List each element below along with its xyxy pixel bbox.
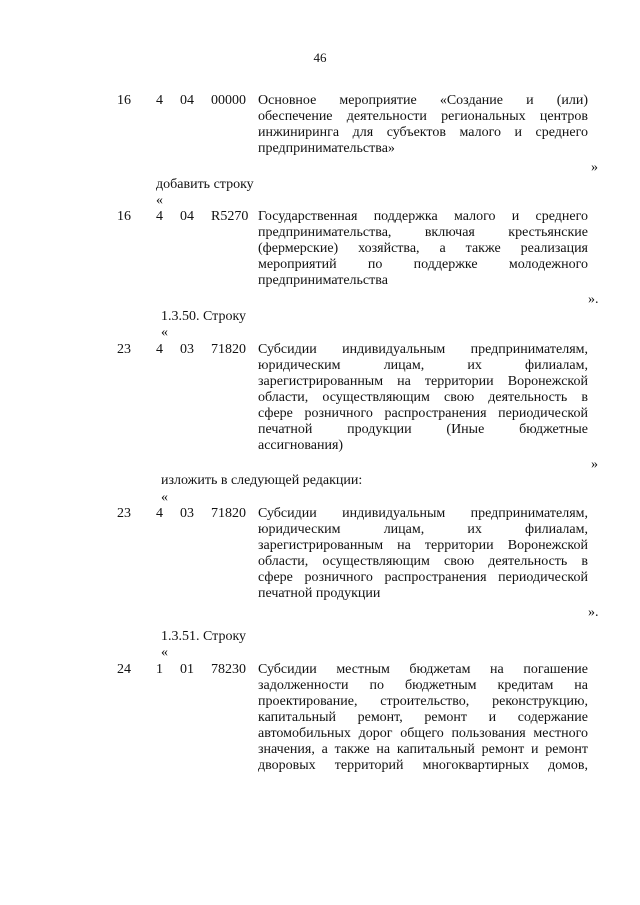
description-line: Основное мероприятие «Создание и (или) — [258, 93, 588, 108]
description-line: сфере розничного распространения периодической — [258, 406, 588, 421]
code-subprogram: 03 — [180, 506, 194, 521]
description-line: печатной продукции (Иные бюджетные — [258, 422, 588, 437]
code-subprogram: 01 — [180, 662, 194, 677]
description-line: Субсидии индивидуальным предпринимателям, — [258, 506, 588, 521]
code-section: 16 — [117, 209, 131, 224]
description-line: юридическим лицам, их филиалам, — [258, 522, 588, 537]
description-line: предпринимательства» — [258, 141, 395, 156]
closing-quote-period: ». — [588, 605, 599, 620]
description-line: мероприятий по поддержке молодежного — [258, 257, 588, 272]
code-target: 00000 — [211, 93, 246, 108]
code-program: 4 — [156, 506, 163, 521]
code-section: 16 — [117, 93, 131, 108]
code-section: 24 — [117, 662, 131, 677]
description-line: области, осуществляющим свою деятельность в — [258, 390, 588, 405]
opening-quote: « — [161, 490, 168, 505]
code-target: 71820 — [211, 506, 246, 521]
code-subprogram: 03 — [180, 342, 194, 357]
description-line: сфере розничного распространения периодической — [258, 570, 588, 585]
row-description — [258, 662, 588, 774]
description-line: ассигнования) — [258, 438, 344, 453]
instruction-row-1-3-51: 1.3.51. Строку — [161, 629, 247, 644]
code-subprogram: 04 — [180, 209, 194, 224]
closing-quote-period: ». — [588, 292, 599, 307]
opening-quote: « — [161, 325, 168, 340]
row-description — [258, 506, 588, 602]
instruction-restate: изложить в следующей редакции: — [161, 473, 363, 488]
instruction-row-1-3-50: 1.3.50. Строку — [161, 309, 247, 324]
description-line: зарегистрированным на территории Воронежской — [258, 538, 588, 553]
opening-quote: « — [161, 645, 168, 660]
closing-quote: » — [591, 160, 598, 175]
description-line: инжиниринга для субъектов малого и среднего — [258, 125, 588, 140]
row-description — [258, 209, 588, 289]
code-target: 78230 — [211, 662, 246, 677]
code-program: 4 — [156, 209, 163, 224]
description-line: юридическим лицам, их филиалам, — [258, 358, 588, 373]
description-line: (фермерские) хозяйства, а также реализация — [258, 241, 588, 256]
code-program: 4 — [156, 93, 163, 108]
row-description — [258, 342, 588, 454]
description-line: проектирование, строительство, реконструкцию, — [258, 694, 588, 709]
code-subprogram: 04 — [180, 93, 194, 108]
description-line: печатной продукции — [258, 586, 381, 601]
code-target: 71820 — [211, 342, 246, 357]
code-program: 4 — [156, 342, 163, 357]
description-line: задолженности по бюджетным кредитам на — [258, 678, 588, 693]
description-line: капитальный ремонт, ремонт и содержание — [258, 710, 588, 725]
description-line: автомобильных дорог общего пользования местного — [258, 726, 588, 741]
description-line: значения, а также на капитальный ремонт и ремонт — [258, 742, 588, 757]
description-line: зарегистрированным на территории Воронежской — [258, 374, 588, 389]
description-line: дворовых территорий многоквартирных домов, — [258, 758, 588, 773]
closing-quote: » — [591, 457, 598, 472]
description-line: обеспечение деятельности региональных центров — [258, 109, 588, 124]
code-section: 23 — [117, 506, 131, 521]
description-line: Государственная поддержка малого и среднего — [258, 209, 588, 224]
opening-quote: « — [156, 193, 163, 208]
description-line: Субсидии местным бюджетам на погашение — [258, 662, 588, 677]
description-line: области, осуществляющим свою деятельность в — [258, 554, 588, 569]
row-description — [258, 93, 588, 157]
description-line: Субсидии индивидуальным предпринимателям, — [258, 342, 588, 357]
description-line: предпринимательства, включая крестьянские — [258, 225, 588, 240]
code-section: 23 — [117, 342, 131, 357]
page-number: 46 — [313, 50, 327, 65]
code-program: 1 — [156, 662, 163, 677]
code-target: R5270 — [211, 209, 249, 224]
description-line: предпринимательства — [258, 273, 388, 288]
instruction-add-row: добавить строку — [156, 177, 254, 192]
